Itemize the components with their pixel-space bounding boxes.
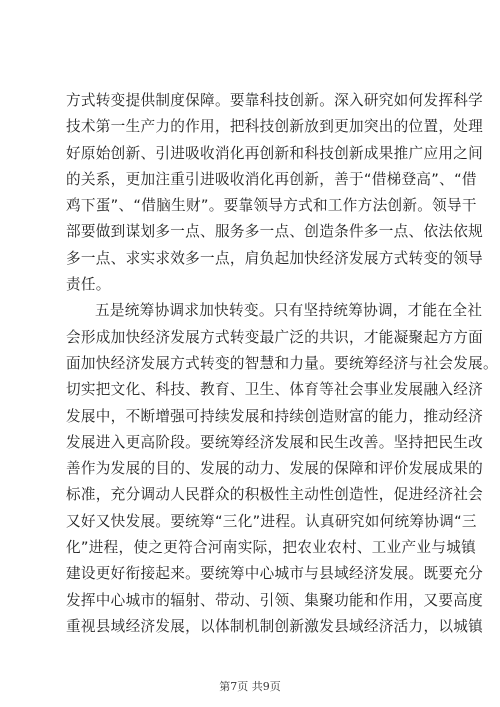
text-line: 多一点、求实求效多一点，肩负起加快经济发展方式转变的领导 (66, 249, 484, 267)
text-line: 又好又快发展。要统筹“三化”进程。认真研究如何统筹协调“三 (66, 512, 477, 530)
text-line: 的关系，更加注重引进吸收消化再创新，善于“借梯登高”、“借 (66, 170, 477, 188)
text-line: 化”进程，使之更符合河南实际，把农业农村、工业产业与城镇 (66, 539, 476, 557)
text-line: 部要做到谋划多一点、服务多一点、创造条件多一点、依法依规 (66, 223, 484, 241)
text-line: 发挥中心城市的辐射、带动、引领、集聚功能和作用，又要高度 (66, 591, 484, 609)
text-line: 标准，充分调动人民群众的积极性主动性创造性，促进经济社会 (66, 486, 484, 504)
text-line: 会形成加快经济发展方式转变最广泛的共识，才能凝聚起方方面 (66, 328, 484, 346)
text-line: 善作为发展的目的、发展的动力、发展的保障和评价发展成果的 (66, 460, 484, 478)
text-line: 发展中，不断增强可持续发展和持续创造财富的能力，推动经济 (66, 407, 484, 425)
text-line: 好原始创新、引进吸收消化再创新和科技创新成果推广应用之间 (66, 144, 484, 162)
text-line: 面加快经济发展方式转变的智慧和力量。要统筹经济与社会发展。 (66, 354, 498, 372)
body-text (66, 88, 498, 640)
text-line: 方式转变提供制度保障。要靠科技创新。深入研究如何发挥科学 (66, 92, 484, 109)
text-line: 责任。 (66, 276, 111, 294)
text-line: 重视县域经济发展，以体制机制创新激发县域经济活力，以城镇 (66, 617, 484, 635)
text-line: 切实把文化、科技、教育、卫生、体育等社会事业发展融入经济 (66, 381, 484, 399)
paragraph-first-line: 五是统筹协调求加快转变。只有坚持统筹协调，才能在全社 (95, 302, 483, 320)
text-line: 建设更好衔接起来。要统筹中心城市与县域经济发展。既要充分 (66, 565, 484, 583)
text-line: 技术第一生产力的作用，把科技创新放到更加突出的位置，处理 (66, 118, 484, 136)
page-number: 第7页 共9页 (219, 680, 281, 693)
text-line: 鸡下蛋”、“借脑生财”。要靠领导方式和工作方法创新。领导干 (66, 197, 477, 215)
text-line: 发展进入更高阶段。要统筹经济发展和民生改善。坚持把民生改 (66, 433, 484, 451)
